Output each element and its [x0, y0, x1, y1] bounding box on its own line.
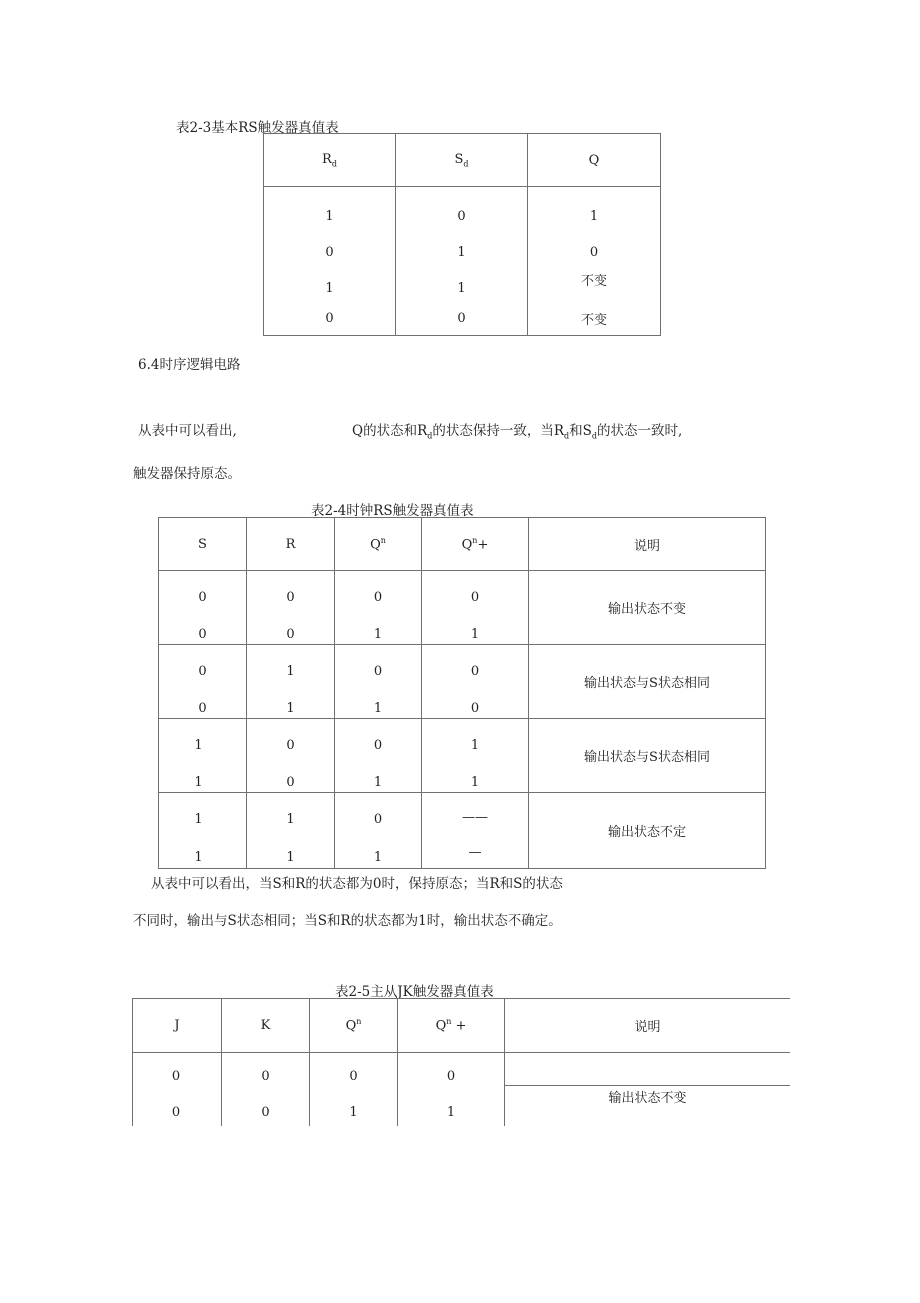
header-r: R — [247, 518, 335, 571]
paragraph-2-line-1: 从表中可以看出，当S和R的状态都为0时，保持原态；当R和S的状态 — [151, 876, 563, 892]
paragraph-2-line-2: 不同时，输出与S状态相同；当S和R的状态都为1时，输出状态不确定。 — [133, 913, 562, 929]
header-desc: 说明 — [529, 518, 766, 571]
cell-s: 1 1 — [159, 793, 247, 869]
cell-desc: 输出状态不变 — [505, 1053, 791, 1127]
header-s: S — [159, 518, 247, 571]
cell-desc: 输出状态与S状态相同 — [529, 645, 766, 719]
cell-s: 1 1 — [159, 719, 247, 793]
cell-qn1: —— — — [422, 793, 529, 869]
cell-qn: 0 1 — [335, 571, 422, 645]
cell-qn1: 0 1 — [398, 1053, 505, 1127]
header-qn1: $Q^n$ + — [398, 999, 505, 1053]
section-heading: 6.4时序逻辑电路 — [138, 357, 241, 373]
table-2-4 — [158, 517, 766, 869]
col-q-values: 1 0 不变 不变 — [528, 187, 661, 336]
header-rd: $R_d$ — [264, 134, 396, 187]
table-row — [159, 719, 766, 793]
table-2-4-caption: 表2-4时钟RS触发器真值表 — [311, 503, 474, 519]
cell-qn: 0 1 — [335, 793, 422, 869]
paragraph-1-continue: Q的状态和$R_d$的状态保持一致，当$R_d$和$S_d$的状态一致时, — [352, 423, 683, 441]
table-row — [159, 571, 766, 645]
cell-qn1: 0 1 — [422, 571, 529, 645]
header-k: K — [222, 999, 310, 1053]
header-j: J — [133, 999, 222, 1053]
header-q: Q — [528, 134, 661, 187]
cell-j: 0 0 — [133, 1053, 222, 1127]
cell-desc: 输出状态不定 — [529, 793, 766, 869]
cell-qn: 0 1 — [335, 719, 422, 793]
table-row — [159, 793, 766, 869]
cell-qn1: 0 0 — [422, 645, 529, 719]
cell-s: 0 0 — [159, 645, 247, 719]
paragraph-1-line-2: 触发器保持原态。 — [133, 466, 241, 482]
header-desc: 说明 — [505, 999, 791, 1053]
cell-desc: 输出状态与S状态相同 — [529, 719, 766, 793]
header-qn1: $Q^n+$ — [422, 518, 529, 571]
cell-qn1: 1 1 — [422, 719, 529, 793]
inner-divider — [505, 1085, 790, 1086]
table-2-5-caption: 表2-5主从JK触发器真值表 — [335, 984, 494, 1000]
cell-qn: 0 1 — [310, 1053, 398, 1127]
cell-desc: 输出状态不变 — [529, 571, 766, 645]
header-qn: $Q^n$ — [310, 999, 398, 1053]
table-2-3-caption: 表2-3基本RS触发器真值表 — [176, 120, 339, 136]
table-2-5 — [132, 998, 790, 1126]
paragraph-1-start: 从表中可以看出, — [138, 423, 237, 439]
cell-r: 0 0 — [247, 719, 335, 793]
cell-k: 0 0 — [222, 1053, 310, 1127]
cell-qn: 0 1 — [335, 645, 422, 719]
table-row — [133, 1053, 791, 1127]
header-sd: $S_d$ — [396, 134, 528, 187]
cell-r: 0 0 — [247, 571, 335, 645]
cell-s: 0 0 — [159, 571, 247, 645]
header-qn: $Q^n$ — [335, 518, 422, 571]
table-row — [159, 645, 766, 719]
cell-r: 1 1 — [247, 793, 335, 869]
col-rd-values: 1 0 1 0 — [264, 187, 396, 336]
cell-r: 1 1 — [247, 645, 335, 719]
table-2-5-grid — [132, 998, 790, 1126]
table-2-3 — [263, 133, 661, 336]
col-sd-values: 0 1 1 0 — [396, 187, 528, 336]
